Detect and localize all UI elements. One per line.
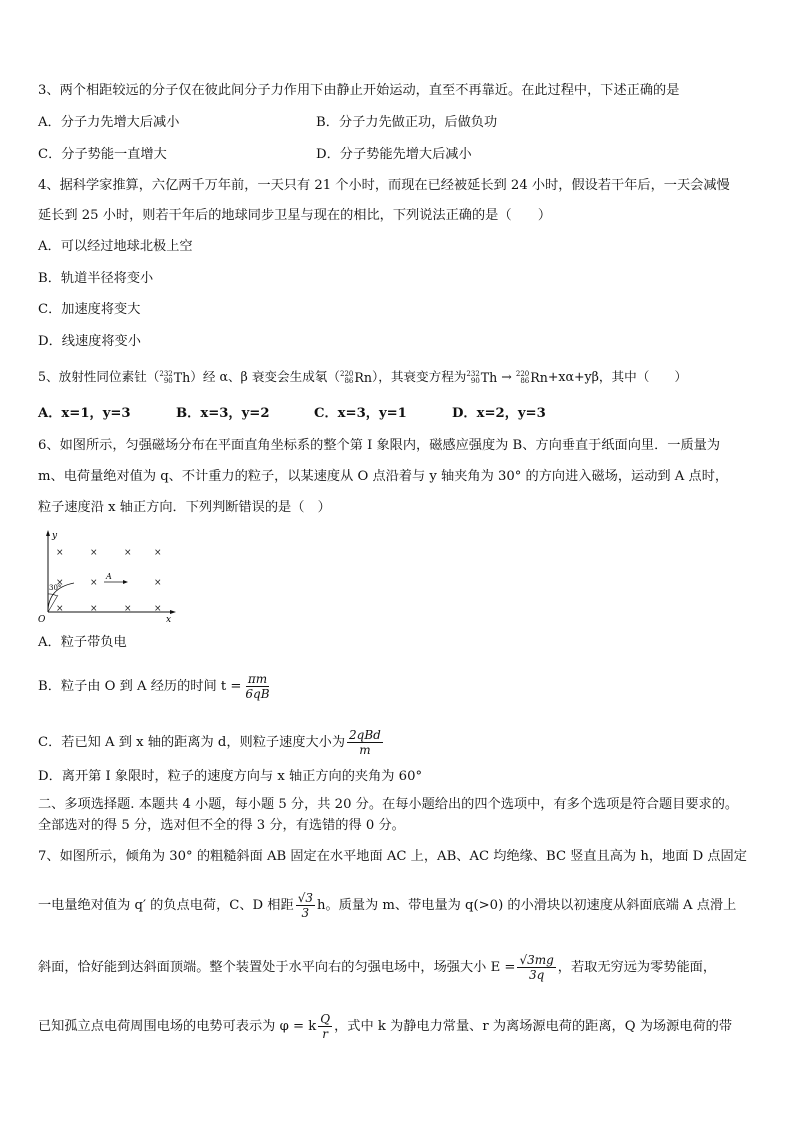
x-axis-arrow-icon <box>170 610 176 614</box>
q4-option-b: B．轨道半径将变小 <box>38 271 154 286</box>
cross-icon: × <box>90 578 98 588</box>
velocity-arrowhead-icon <box>123 580 128 584</box>
cross-icon: × <box>124 548 132 558</box>
eq-th-z: 90 <box>470 376 480 385</box>
q4-stem-line2: 延长到 25 小时，则若干年后的地球同步卫星与现在的相比，下列说法正确的是（ ） <box>38 208 552 223</box>
fraction-denominator: 6qB <box>245 687 270 701</box>
x-axis-label: x <box>166 615 172 624</box>
q7-line2-post: h。质量为 m、带电量为 q(>0) 的小滑块以初速度从斜面底端 A 点滑上 <box>316 898 737 913</box>
field-strength-fraction <box>517 953 555 982</box>
q7-stem-line3 <box>38 953 716 982</box>
q6-option-a: A．粒子带负电 <box>38 635 127 650</box>
magnetic-field-figure <box>36 528 186 624</box>
q7-line4-post: ，式中 k 为静电力常量、r 为离场源电荷的距离，Q 为场源电荷的带 <box>334 1019 733 1034</box>
q6-option-b <box>38 672 274 701</box>
th-symbol: Th <box>173 369 191 385</box>
rn-atomic-number: 86 <box>344 376 354 385</box>
q6-option-c-text: C．若已知 A 到 x 轴的距离为 d，则粒子速度大小为 <box>38 735 346 750</box>
q6-option-d: D．离开第 I 象限时，粒子的速度方向与 x 轴正方向的夹角为 60° <box>38 769 423 784</box>
q5-eq-rest: +xα+yβ，其中（ ） <box>547 369 688 384</box>
q6-option-c <box>38 728 385 757</box>
arrow-icon: → <box>497 369 516 384</box>
fraction-denominator: 3 <box>301 906 310 920</box>
q6-stem-line1: 6、如图所示，匀强磁场分布在平面直角坐标系的整个第 I 象限内，磁感应强度为 B、方向垂直于纸面向里．一质量为 <box>38 438 721 453</box>
cd-distance-fraction <box>296 891 315 920</box>
q7-stem-line1: 7、如图所示，倾角为 30° 的粗糙斜面 AB 固定在水平地面 AC 上，AB、AC 均绝缘、BC 竖直且高为 h，地面 D 点固定 <box>38 849 747 864</box>
q3-option-c: C．分子势能一直增大 <box>38 147 167 162</box>
q5-option-d: D．x=2，y=3 <box>452 406 546 421</box>
thorium-nuclide <box>159 369 190 387</box>
fraction-numerator: 2qBd <box>349 728 381 742</box>
th-mass-number: 232 <box>159 369 173 378</box>
cross-icon: × <box>154 578 162 588</box>
cross-icon: × <box>154 604 162 614</box>
section2-instructions-line1: 二、多项选择题. 本题共 4 小题，每小题 5 分，共 20 分。在每小题给出的四个选项中，有多个选项是符合题目要求的。 <box>38 797 739 812</box>
speed-fraction <box>347 728 383 757</box>
cross-icon: × <box>124 604 132 614</box>
rn-mass-number: 220 <box>339 369 354 378</box>
th-atomic-number: 90 <box>163 376 173 385</box>
radon-nuclide <box>340 369 372 387</box>
eq-rn-z: 86 <box>520 376 530 385</box>
q4-stem-line1: 4、据科学家推算，六亿两千万年前，一天只有 21 个小时，而现在已经被延长到 24 小时，假设若干年后，一天会减慢 <box>38 178 730 193</box>
q6-stem-line3: 粒子速度沿 x 轴正方向．下列判断错误的是（ ） <box>38 500 331 515</box>
fraction-denominator: 3q <box>528 968 545 982</box>
q5-mid2: ），其衰变方程为 <box>371 369 467 384</box>
q3-stem: 3、两个相距较远的分子仅在彼此间分子力作用下由静止开始运动，直至不再靠近。在此过程中，下述正确的是 <box>38 83 680 98</box>
origin-label: O <box>38 615 46 624</box>
q3-option-b: B．分子力先做正功，后做负功 <box>316 115 498 130</box>
eq-radon <box>516 369 548 387</box>
eq-rn-symbol: Rn <box>530 369 548 385</box>
angle-label: 30° <box>49 584 62 592</box>
fraction-numerator: √3mg <box>519 953 554 967</box>
q5-option-c: C．x=3，y=1 <box>314 406 407 421</box>
cross-icon: × <box>56 578 64 588</box>
section2-instructions-line2: 全部选对的得 5 分，选对但不全的得 3 分，有选错的得 0 分。 <box>38 818 405 833</box>
eq-rn-mass: 220 <box>515 369 530 378</box>
y-axis-label: y <box>52 531 58 541</box>
potential-fraction <box>318 1012 332 1041</box>
cross-icon: × <box>90 548 98 558</box>
field-crosses <box>56 548 162 614</box>
fraction-denominator: r <box>322 1027 329 1041</box>
q7-line2-pre: 一电量绝对值为 q′ 的负点电荷，C、D 相距 <box>38 898 294 913</box>
q7-line4-pre: 已知孤立点电荷周围电场的电势可表示为 φ = k <box>38 1019 317 1034</box>
rn-symbol: Rn <box>354 369 372 385</box>
q3-option-d: D．分子势能先增大后减小 <box>316 147 472 162</box>
q4-option-c: C．加速度将变大 <box>38 302 141 317</box>
q5-pre: 5、放射性同位素钍（ <box>38 369 160 384</box>
fraction-numerator: Q <box>320 1012 331 1026</box>
q3-option-a: A．分子力先增大后减小 <box>38 115 180 130</box>
q6-stem-line2: m、电荷量绝对值为 q、不计重力的粒子，以某速度从 O 点沿着与 y 轴夹角为 30° 的方向进入磁场，运动到 A 点时， <box>38 469 729 484</box>
q6-option-b-text: B．粒子由 O 到 A 经历的时间 t = <box>38 679 242 694</box>
point-a-label: A <box>106 572 112 581</box>
q7-line3-pre: 斜面，恰好能到达斜面顶端。整个装置处于水平向右的匀强电场中，场强大小 E = <box>38 960 516 975</box>
fraction-numerator: πm <box>247 672 268 686</box>
y-axis-arrow-icon <box>46 530 50 536</box>
cross-icon: × <box>56 604 64 614</box>
cross-icon: × <box>90 604 98 614</box>
cross-icon: × <box>154 548 162 558</box>
q5-option-a: A．x=1，y=3 <box>38 406 131 421</box>
q7-stem-line4 <box>38 1012 732 1041</box>
q5-option-b: B．x=3，y=2 <box>176 406 270 421</box>
eq-th-mass: 232 <box>466 369 480 378</box>
eq-th-symbol: Th <box>480 369 498 385</box>
q5-mid1: ）经 α、β 衰变会生成氡（ <box>190 369 340 384</box>
fraction-denominator: m <box>359 743 371 757</box>
cross-icon: × <box>56 548 64 558</box>
eq-thorium <box>466 369 497 387</box>
fraction-numerator: √3 <box>297 891 313 905</box>
q7-line3-post: ，若取无穷远为零势能面， <box>557 960 717 975</box>
q4-option-d: D．线速度将变小 <box>38 334 141 349</box>
time-fraction <box>243 672 271 701</box>
q4-option-a: A．可以经过地球北极上空 <box>38 239 193 254</box>
q5-stem <box>38 368 687 387</box>
q7-stem-line2 <box>38 891 736 920</box>
